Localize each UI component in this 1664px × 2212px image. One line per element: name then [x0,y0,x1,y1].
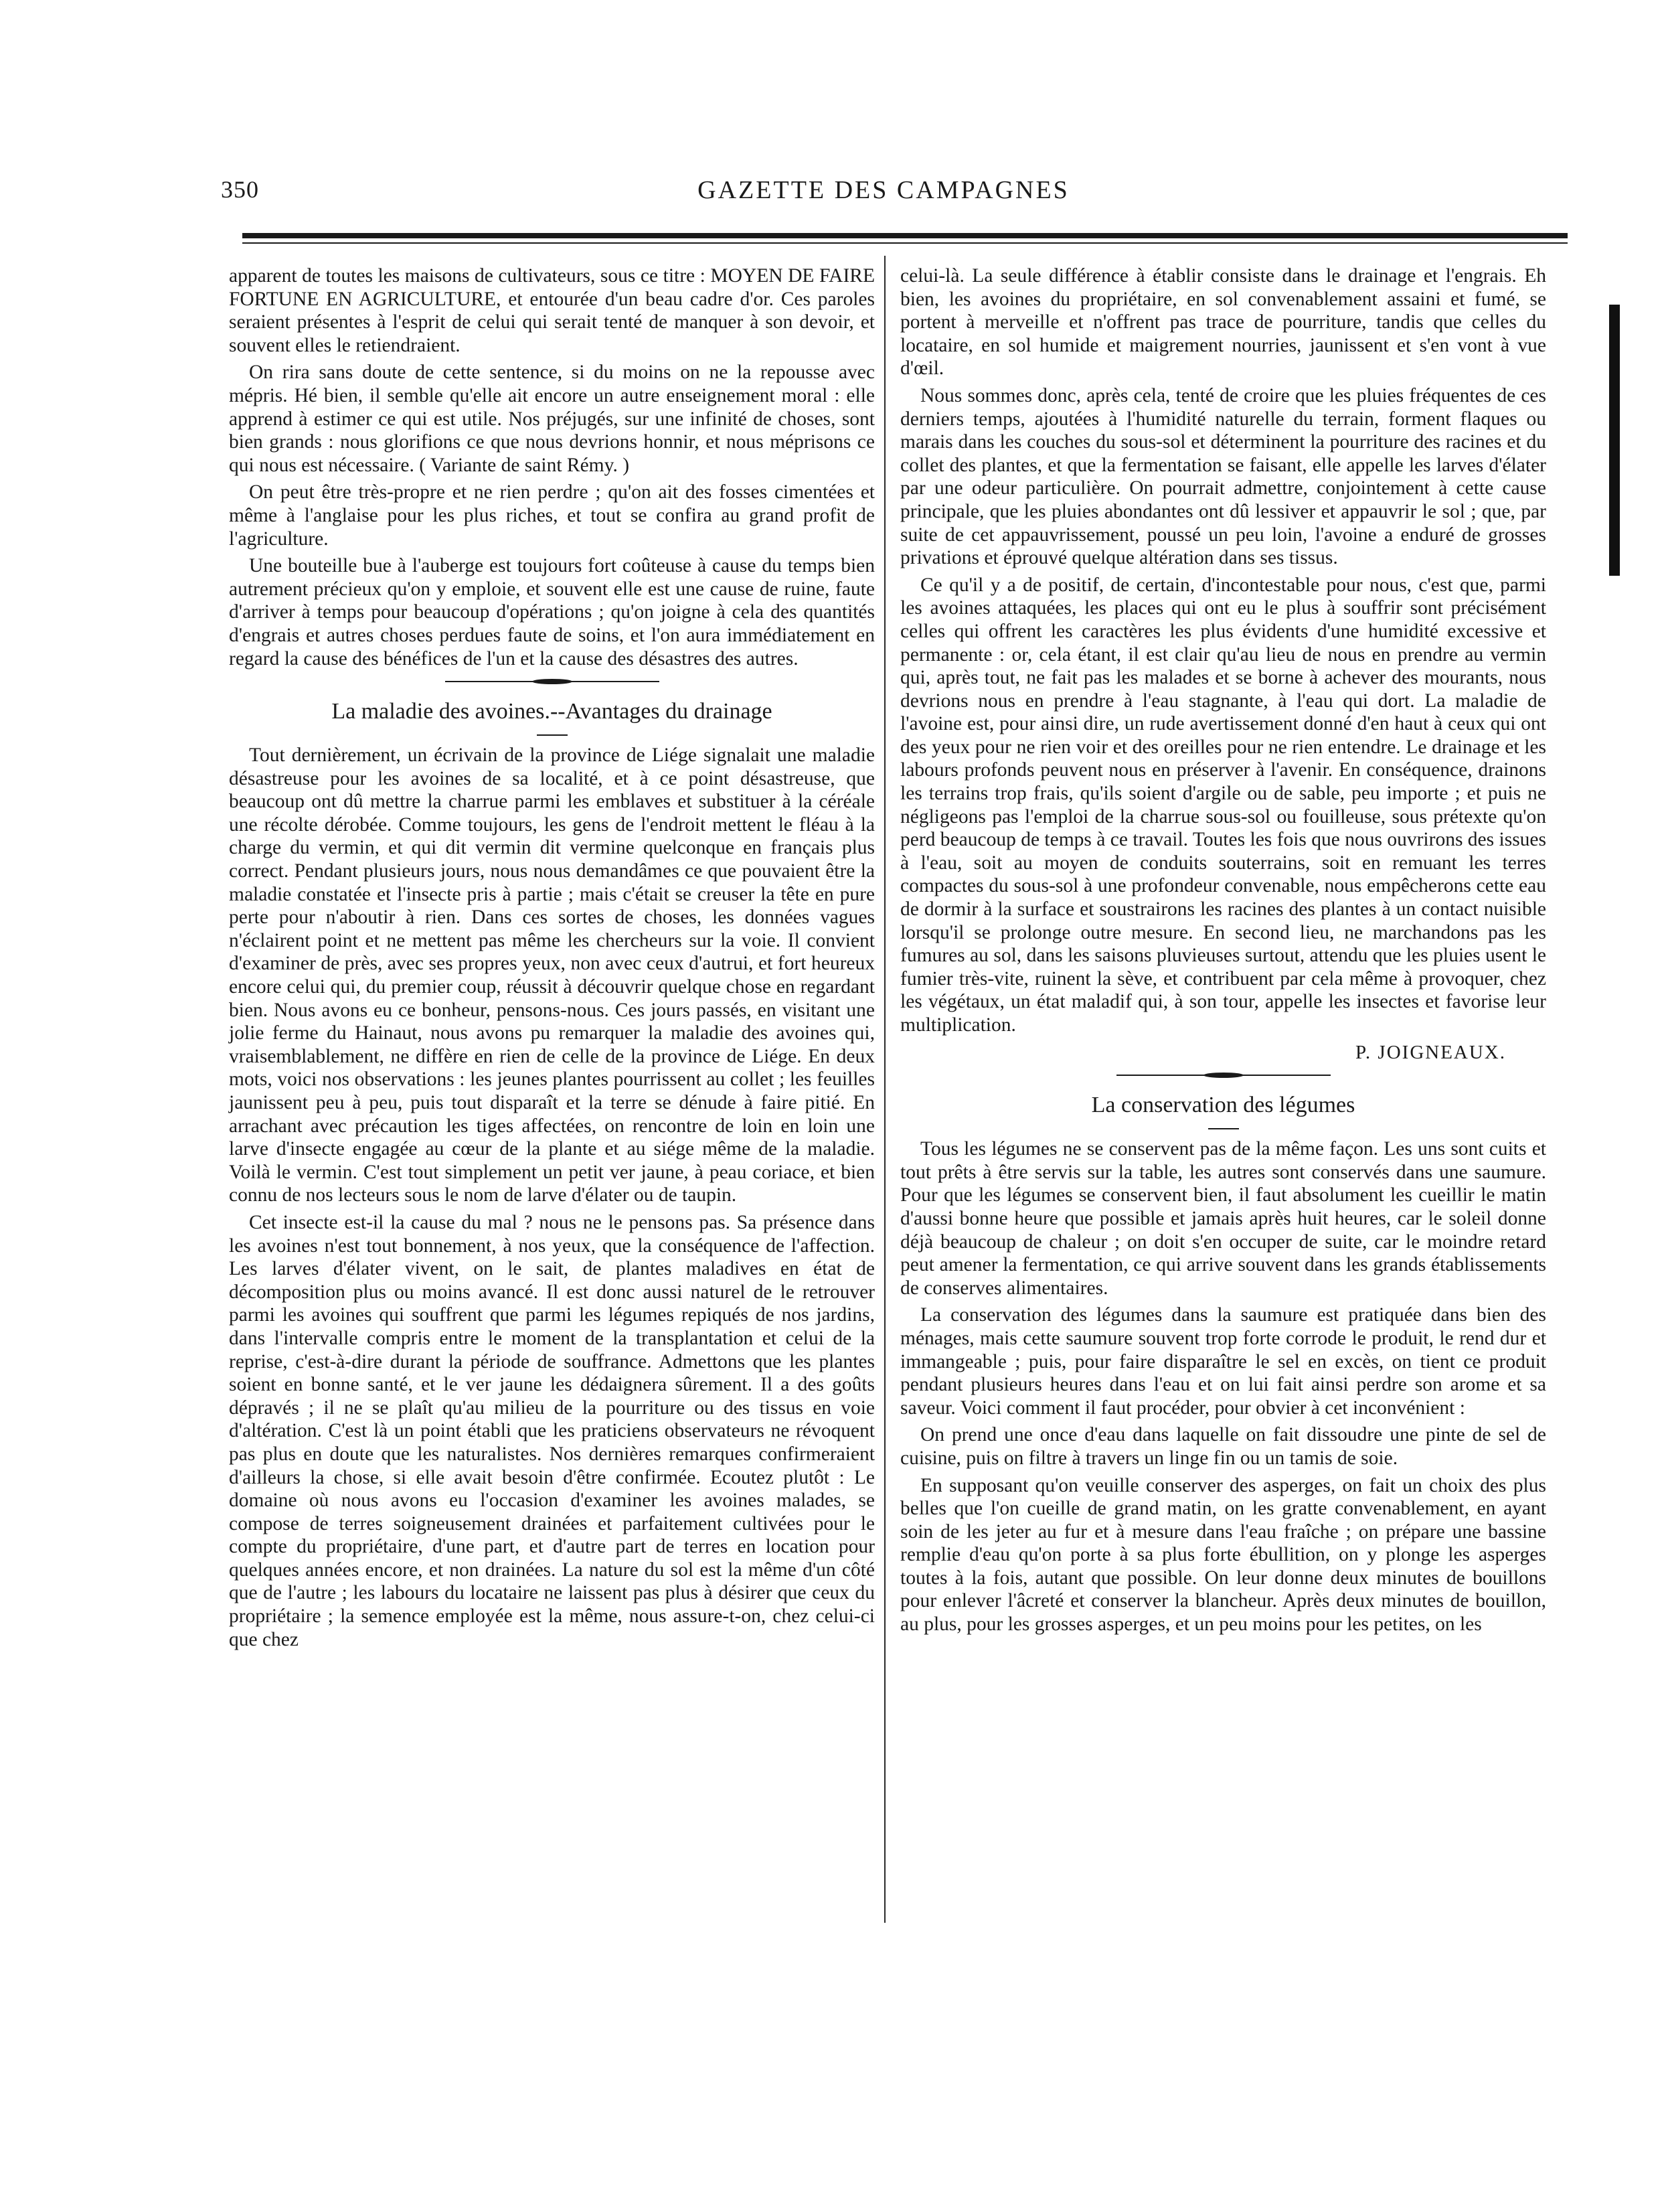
section-separator [445,677,659,686]
intro-paragraph: On rira sans doute de cette sentence, si du moins on ne la repousse avec mépris. Hé bien, il semble qu'elle ait encore un autre enseignement moral : elle apprend à estimer ce qui est utile. Nos préjugés, sur une infinité de choses, sont bien grands : nous glorifions ce que nous devrions honnir, et nous méprisons ce qui nous est nécessaire. ( Variante de saint Rémy. ) [229,362,875,476]
intro-paragraph: On peut être très-propre et ne rien perdre ; qu'on ait des fosses cimentées et même à l'anglaise pour les plus riches, et tout se confira au grand profit de l'agriculture. [229,481,875,550]
intro-paragraph: Une bouteille bue à l'auberge est toujours fort coûteuse à cause du temps bien autrement précieux qu'on y emploie, et souvent elle est une cause de ruine, faute d'arriver à temps pour beaucoup d'opérations ; qu'on joigne à cela des quantités d'engrais et autres choses perdues faute de soins, et l'on aura immédiatement en regard la cause des bénéfices de l'un et la cause des désastres des autres. [229,555,875,669]
author-signature: P. JOIGNEAUX. [1355,1041,1506,1063]
margin-bar [1609,305,1620,576]
article-paragraph: On prend une once d'eau dans laquelle on fait dissoudre une pinte de sel de cuisine, puis on filtre à travers un linge fin ou un tamis de soie. [900,1424,1546,1469]
article-paragraph: Tous les légumes ne se conservent pas de la même façon. Les uns sont cuits et tout prêts à être servis sur la table, les autres sont conservés dans une saumure. Pour que les légumes se conservent bien, il faut absolument les cueillir le matin d'aussi bonne heure que possible et jamais après huit heures, car le soleil donne déjà beaucoup de chaleur ; on doit s'en occuper de suite, car le moindre retard peut amener la fermentation, ce qui arrive souvent dans les grands établissements de conserves alimentaires. [900,1138,1546,1299]
header-rule-thin [242,242,1568,244]
left-column [229,264,875,1655]
section-separator [1116,1071,1331,1080]
article-paragraph: Nous sommes donc, après cela, tenté de croire que les pluies fréquentes de ces derniers temps, ajoutées à l'humidité naturelle du terrain, forment flaques ou marais dans les couches du sous-sol et déterminent la pourriture des racines et du collet des plantes, et que la fermentation se faisant, elle appelle les larves d'élater par une odeur particulière. On pourrait admettre, conjointement à cette cause principale, que les pluies abondantes ont dû lessiver et appauvrir le sol ; que, par suite de cet appauvrissement, poussé un peu loin, l'avoine a enduré de grosses privations et éprouvé quelque altération dans ses tissus. [900,384,1546,569]
page-number: 350 [221,176,259,203]
article-paragraph: La conservation des légumes dans la saumure est pratiquée dans bien des ménages, mais cette saumure souvent trop forte corrode le produit, le rend dur et immangeable ; puis, pour faire disparaître le sel en excès, on tient ce produit pendant plusieurs heures dans l'eau et on lui fait ainsi perdre son arome et sa saveur. Voici comment il faut procéder, pour obvier à cet inconvénient : [900,1304,1546,1419]
article-paragraph: Ce qu'il y a de positif, de certain, d'incontestable pour nous, c'est que, parmi les avoines attaquées, les places qui ont eu le plus à souffrir sont précisément celles qui offrent les caractères les plus évidents d'une humidité excessive et permanente : or, cela étant, il est clair qu'au lieu de nous en prendre au vermin qui, après tout, ne fait pas les malades et se borne à achever des mourants, nous devrions nous en prendre à l'eau stagnante, à l'eau qui dort. La maladie de l'avoine est, pour ainsi dire, un rude avertissement donné d'en haut à ceux qui ont des yeux pour ne rien voir et des oreilles pour ne rien entendre. Le drainage et les labours profonds peuvent nous en préserver à l'avenir. En conséquence, drainons les terrains trop frais, qu'ils soient d'argile ou de sable, peu importe ; et puis ne négligeons pas l'emploi de la charrue sous-sol ou fouilleuse, sous prétexte qu'on perd beaucoup de temps à ce travail. Toutes les fois que nous ouvrirons des issues à l'eau, soit au moyen de conduits souterrains, soit en remuant les terres compactes du sous-sol à une profondeur convenable, nous empêcherons cette eau de dormir à la surface et soustrairons les racines des plantes à un contact nuisible lorsqu'il se prolonge outre mesure. En second lieu, ne marchandons pas les fumures au sol, dans les saisons pluvieuses surtout, attendu que les pluies usent le fumier très-vite, ruinent la sève, et contribuent par cela même à provoquer, chez les végétaux, un état maladif qui, à son tour, appelle les insectes et favorise leur multiplication. [900,574,1546,1036]
article-paragraph: Tout dernièrement, un écrivain de la province de Liége signalait une maladie désastreuse pour les avoines de sa localité, et à ce point désastreuse, que beaucoup ont dû mettre la charrue parmi les emblaves et substituer à la céréale une récolte dérobée. Comme toujours, les gens de l'endroit mettent le fléau à la charge du vermin, et qui dit vermin dit vermine quelconque en français plus correct. Pendant plusieurs jours, nous nous demandâmes ce que pouvaient être la maladie constatée et l'insecte pris à partie ; mais c'était se creuser la tête en pure perte pour n'aboutir à rien. Dans ces sortes de choses, les données vagues n'éclairent point et ne mettent pas même les chercheurs sur la voie. Il convient d'examiner de près, avec ses propres yeux, non avec ceux d'autrui, et fort heureux encore celui qui, du premier coup, réussit à découvrir quelque chose en regardant bien. Nous avons eu ce bonheur, pensons-nous. Ces jours passés, en visitant une jolie ferme du Hainaut, nous avons pu remarquer la maladie des avoines qui, vraisemblablement, ne diffère en rien de celle de la province de Liége. En deux mots, voici nos observations : les jeunes plantes pourrissent au collet ; les feuilles jaunissent peu à peu, puis tout disparaît et la terre se dénude à faire pitié. En arrachant avec précaution les tiges affectées, on rencontre de loin en loin une larve d'insecte engagée au cœur de la plante et au siége même de la maladie. Voilà le vermin. C'est tout simplement un petit ver jaune, à peau coriace, et bien connu de nos lecteurs sous le nom de larve d'élater ou de taupin. [229,744,875,1206]
journal-title: GAZETTE DES CAMPAGNES [697,176,1070,204]
article-title-vegetable-conservation: La conservation des légumes [1091,1093,1355,1118]
article-paragraph: Cet insecte est-il la cause du mal ? nous ne le pensons pas. Sa présence dans les avoines n'est tout bonnement, à nos yeux, que la conséquence de l'affection. Les larves d'élater vivent, on le sait, de plantes maladives en état de décomposition plus ou moins avancé. Il est donc aussi naturel de le retrouver parmi les avoines qui souffrent que parmi les légumes repiqués de nos jardins, dans l'intervalle compris entre le moment de la transplantation et celui de la reprise, c'est-à-dire durant la période de souffrance. Admettons que les plantes soient en bonne santé, et le ver jaune les dédaignera sûrement. Il a des goûts dépravés ; il ne se plaît qu'au milieu de la pourriture ou des tissus en voie d'altération. C'est là un point établi que les praticiens observateurs ne révoquent pas plus en doute que les naturalistes. Nos dernières remarques confirmeraient d'ailleurs la chose, si elle avait besoin d'être confirmée. Ecoutez plutôt : Le domaine où nous avons eu l'occasion d'examiner les avoines malades, se compose de terres soigneusement drainées et parfaitement cultivées pour le compte du propriétaire, d'une part, et d'autre part de terres en location pour quelques années encore, et non drainées. La nature du sol est la même d'un côté que de l'autre ; les labours du locataire ne laissent pas plus à désirer que ceux du propriétaire ; la semence employée est la même, nous assure-t-on, chez celui-ci que chez [229,1211,875,1650]
header-rule-thick [242,233,1568,238]
right-column [900,264,1546,1640]
page-header [221,175,1546,216]
title-underline [1208,1128,1239,1129]
intro-paragraph: apparent de toutes les maisons de cultivateurs, sous ce titre : MOYEN DE FAIRE FORTUNE EN AGRICULTURE, et entourée d'un beau cadre d'or. Ces paroles seraient présentes à l'esprit de celui qui serait tenté de manquer à son devoir, et souvent elles le retiendraient. [229,265,875,356]
article-title-oats-disease: La maladie des avoines.--Avantages du drainage [331,699,772,724]
article-paragraph: En supposant qu'on veuille conserver des asperges, on fait un choix des plus belles que l'on cueille de grand matin, on les gratte convenablement, en ayant soin de les jeter au fur et à mesure dans l'eau fraîche ; on prépare une bassine remplie d'eau qu'on porte à sa plus forte ébullition, on y plonge les asperges toutes à la fois, autant que possible. On leur donne deux minutes de bouillons pour enlever l'âcreté et conserver la blancheur. Après deux minutes de bouillon, au plus, pour les grosses asperges, et un peu moins pour les petites, on les [900,1474,1546,1636]
article-paragraph: celui-là. La seule différence à établir consiste dans le drainage et l'engrais. Eh bien, les avoines du propriétaire, en sol convenablement assaini et fumé, se portent à merveille et n'offrent pas trace de pourriture, tandis que celles du locataire, en sol humide et maigrement nourries, jaunissent et s'en vont à vue d'œil. [900,265,1546,380]
column-divider [884,256,886,1923]
title-underline [537,734,568,736]
